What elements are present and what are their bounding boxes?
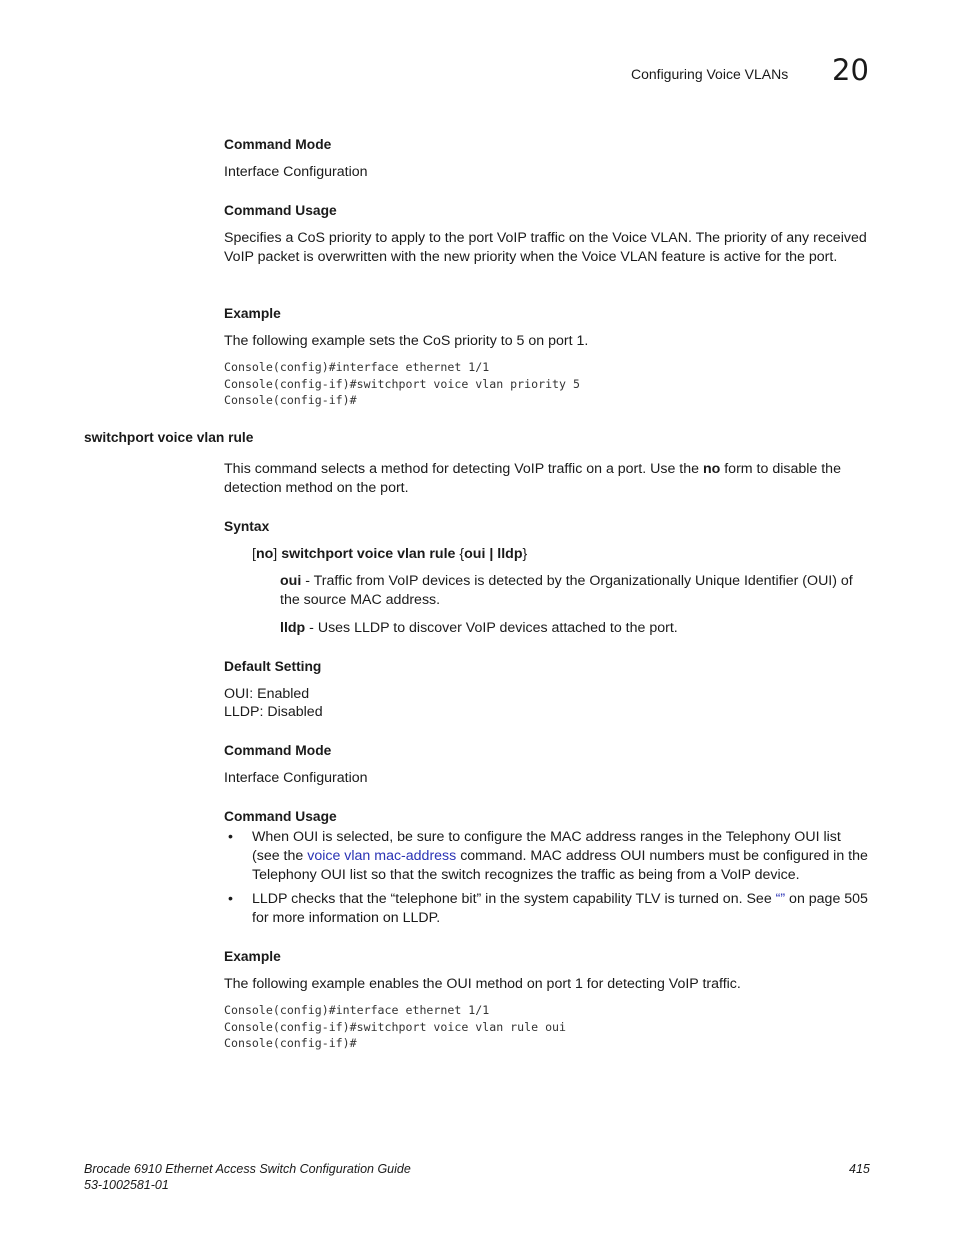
syntax-bracket: [ xyxy=(252,546,256,562)
code-block xyxy=(224,359,580,409)
syntax-brace: } xyxy=(522,546,528,562)
command-title: switchport voice vlan rule xyxy=(84,430,254,445)
link-voice-vlan-mac-address[interactable]: voice vlan mac-address xyxy=(307,848,457,864)
default-setting-heading: Default Setting xyxy=(224,659,322,674)
footer-page-number: 415 xyxy=(849,1162,870,1176)
bullet-text: command. MAC address OUI numbers must be configured in the Telephony OUI list so that the switch recognizes the traffic as being from a VoIP device. xyxy=(252,848,868,883)
keyword-no: no xyxy=(702,461,721,477)
bullet-marker: • xyxy=(228,829,233,845)
param-lldp xyxy=(280,619,875,638)
syntax-pipe: | xyxy=(485,546,498,562)
example-text: The following example sets the CoS priority to 5 on port 1. xyxy=(224,333,589,349)
command-mode-text: Interface Configuration xyxy=(224,164,368,180)
command-usage-text: Specifies a CoS priority to apply to the port VoIP traffic on the Voice VLAN. The priority of any received VoIP packet is overwritten with the new priority when the Voice VLAN feature is active for the port. xyxy=(224,230,867,265)
syntax-lldp: lldp xyxy=(497,546,523,562)
command-usage-heading: Command Usage xyxy=(224,203,337,218)
command-mode-heading: Command Mode xyxy=(224,743,332,758)
command-usage-heading: Command Usage xyxy=(224,809,337,824)
command-mode-text: Interface Configuration xyxy=(224,770,368,786)
code-line: Console(config)#interface ethernet 1/1 xyxy=(224,360,490,374)
bullet-text: on page 505 for more information on LLDP. xyxy=(252,891,868,926)
syntax-line xyxy=(252,545,527,564)
footer-doc-title: Brocade 6910 Ethernet Access Switch Configuration Guide xyxy=(84,1162,411,1176)
code-line: Console(config-if)# xyxy=(224,393,357,407)
description-text: form to disable the detection method on the port. xyxy=(224,461,841,496)
code-line: Console(config-if)# xyxy=(224,1036,357,1050)
example-heading: Example xyxy=(224,306,281,321)
param-name: oui xyxy=(280,573,302,589)
syntax-no: no xyxy=(255,546,274,562)
bullet-item xyxy=(252,890,872,928)
syntax-command: switchport voice vlan rule xyxy=(281,546,460,562)
code-line: Console(config)#interface ethernet 1/1 xyxy=(224,1003,490,1017)
command-description xyxy=(224,460,869,498)
syntax-brace: { xyxy=(459,546,465,562)
param-desc: - Traffic from VoIP devices is detected by the Organizationally Unique Identifier (OUI) of the source MAC address. xyxy=(280,573,853,608)
default-lldp: LLDP: Disabled xyxy=(224,704,323,720)
code-line: Console(config-if)#switchport voice vlan priority 5 xyxy=(224,376,580,391)
param-name: lldp xyxy=(280,620,306,636)
code-line: Console(config-if)#switchport voice vlan rule oui xyxy=(224,1019,567,1034)
bullet-text: When OUI is selected, be sure to configure the MAC address ranges in the Telephony OUI list (see the xyxy=(252,829,841,864)
syntax-heading: Syntax xyxy=(224,519,270,534)
footer-doc-number: 53-1002581-01 xyxy=(84,1178,169,1192)
syntax-oui: oui xyxy=(464,546,486,562)
default-oui: OUI: Enabled xyxy=(224,686,310,702)
bullet-item xyxy=(252,828,872,885)
bullet-marker: • xyxy=(228,891,233,907)
bullet-text: LLDP checks that the “telephone bit” in the system capability TLV is turned on. See xyxy=(252,891,776,907)
param-desc: - Uses LLDP to discover VoIP devices attached to the port. xyxy=(305,620,678,636)
cross-reference-link[interactable]: “” xyxy=(775,891,786,907)
code-block xyxy=(224,1002,566,1052)
running-header-title: Configuring Voice VLANs xyxy=(631,66,789,82)
command-mode-heading: Command Mode xyxy=(224,137,332,152)
description-text: This command selects a method for detecting VoIP traffic on a port. Use the xyxy=(224,461,703,477)
example-text: The following example enables the OUI method on port 1 for detecting VoIP traffic. xyxy=(224,976,741,992)
example-heading: Example xyxy=(224,949,281,964)
chapter-number: 20 xyxy=(832,53,869,87)
syntax-bracket: ] xyxy=(273,546,282,562)
param-oui xyxy=(280,572,875,610)
